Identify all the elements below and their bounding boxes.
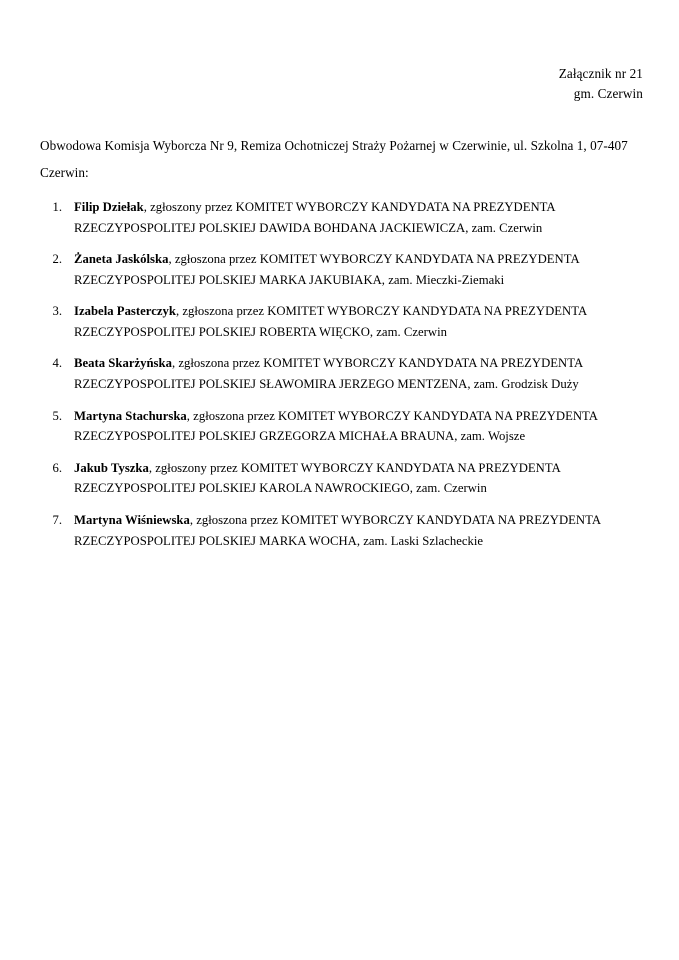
list-item (40, 353, 640, 394)
list-item (40, 197, 640, 238)
list-item-number: 4. (52, 356, 62, 371)
list-item-text (74, 510, 640, 551)
list-item-number: 1. (52, 200, 62, 214)
commission-intro-paragraph: Obwodowa Komisja Wyborcza Nr 9, Remiza Ochotniczej Straży Pożarnej w Czerwinie, ul. Szkolna 1, 07-407 Czerwin: (40, 138, 628, 180)
list-item (40, 458, 640, 499)
attachment-number: Załącznik nr 21 (558, 66, 643, 81)
list-item-text (74, 458, 640, 499)
list-item-text (74, 406, 640, 447)
member-details: , zgłoszona przez KOMITET WYBORCZY KANDYDATA NA PREZYDENTA RZECZYPOSPOLITEJ POLSKIEJ MARKA JAKUBIAKA, zam. Mieczki-Ziemaki (74, 252, 579, 287)
list-item-number: 7. (52, 512, 62, 527)
list-item (40, 510, 640, 551)
member-name: Martyna Wiśniewska (74, 512, 190, 527)
member-details: , zgłoszony przez KOMITET WYBORCZY KANDYDATA NA PREZYDENTA RZECZYPOSPOLITEJ POLSKIEJ KAROLA NAWROCKIEGO, zam. Czerwin (74, 460, 561, 496)
list-item-text (74, 249, 640, 290)
list-item (40, 301, 640, 342)
member-details: , zgłoszona przez KOMITET WYBORCZY KANDYDATA NA PREZYDENTA RZECZYPOSPOLITEJ POLSKIEJ SŁAWOMIRA JERZEGO MENTZENA, zam. Grodzisk Duży (74, 356, 583, 392)
member-name: Filip Dziełak (74, 200, 144, 214)
municipality-name: gm. Czerwin (573, 86, 643, 102)
list-item-number: 2. (52, 252, 62, 267)
member-details: , zgłoszona przez KOMITET WYBORCZY KANDYDATA NA PREZYDENTA RZECZYPOSPOLITEJ POLSKIEJ MARKA WOCHA, zam. Laski Szlacheckie (74, 512, 601, 548)
member-name: Beata Skarżyńska (74, 356, 172, 371)
member-name: Jakub Tyszka (74, 460, 149, 475)
list-item-text (74, 197, 640, 238)
document-header (559, 64, 643, 105)
member-details: , zgłoszona przez KOMITET WYBORCZY KANDYDATA NA PREZYDENTA RZECZYPOSPOLITEJ POLSKIEJ ROBERTA WIĘCKO, zam. Czerwin (74, 304, 587, 339)
list-item (40, 406, 640, 447)
commission-members-list (40, 197, 640, 551)
list-item-text (74, 353, 640, 394)
member-name: Izabela Pasterczyk (74, 304, 176, 319)
list-item-number: 5. (52, 408, 62, 423)
list-item-text (74, 301, 640, 342)
member-details: , zgłoszona przez KOMITET WYBORCZY KANDYDATA NA PREZYDENTA RZECZYPOSPOLITEJ POLSKIEJ GRZEGORZA MICHAŁA BRAUNA, zam. Wojsze (74, 408, 598, 444)
list-item (40, 249, 640, 290)
member-details: , zgłoszony przez KOMITET WYBORCZY KANDYDATA NA PREZYDENTA RZECZYPOSPOLITEJ POLSKIEJ DAWIDA BOHDANA JACKIEWICZA, zam. Czerwin (74, 200, 555, 235)
list-item-number: 6. (52, 460, 62, 475)
member-name: Martyna Stachurska (74, 408, 187, 423)
member-name: Żaneta Jaskólska (74, 252, 169, 267)
list-item-number: 3. (52, 304, 62, 319)
